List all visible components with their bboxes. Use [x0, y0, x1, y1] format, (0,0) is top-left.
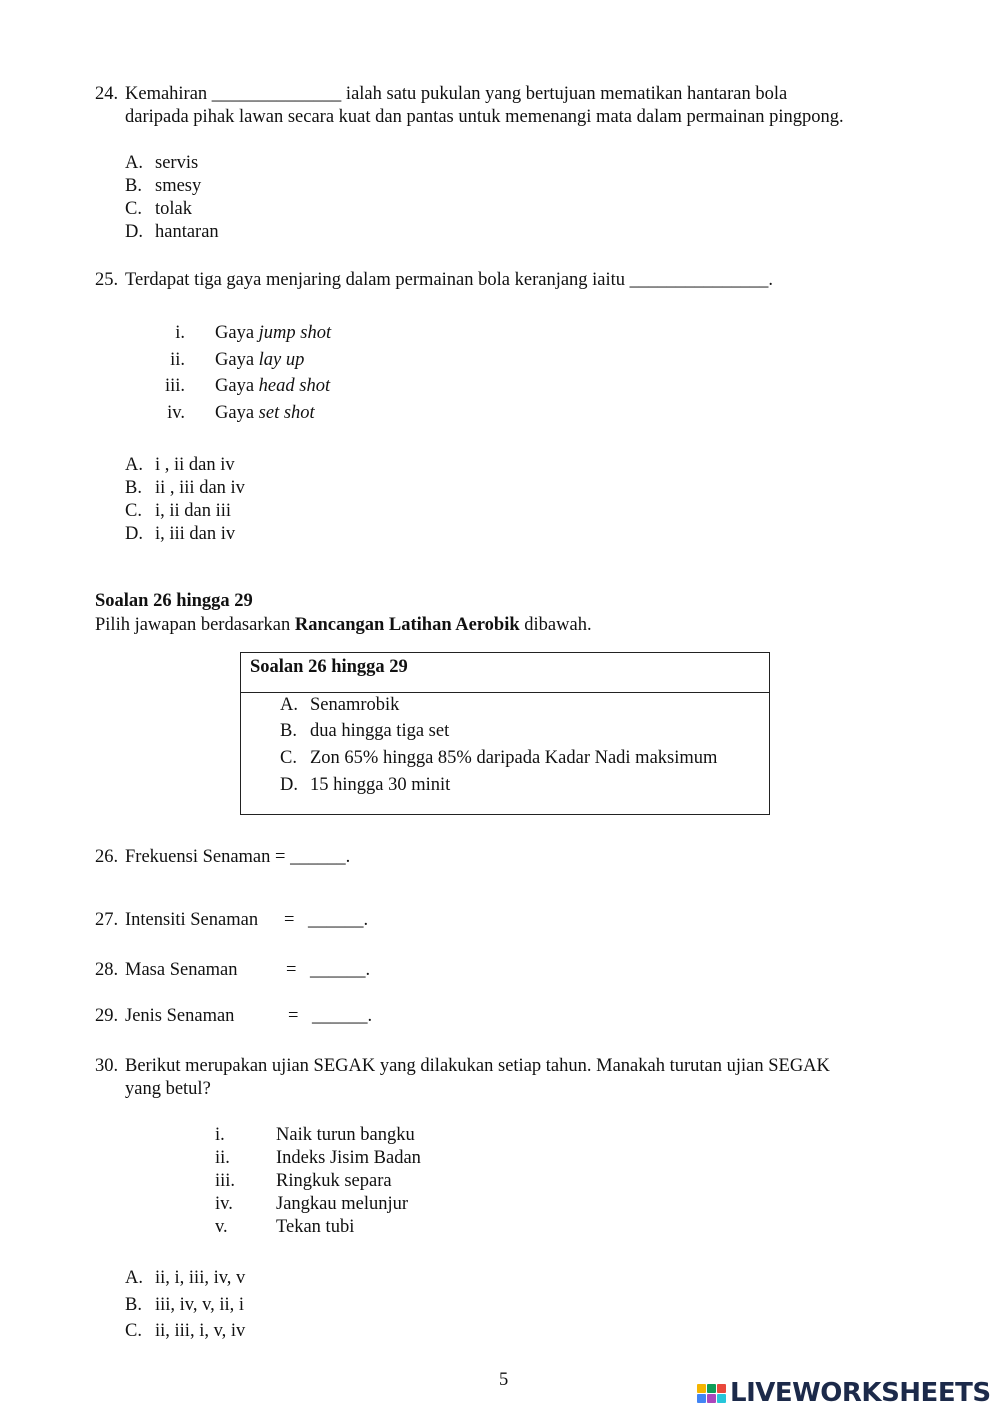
box-option-b — [280, 720, 449, 742]
equals-sign: = — [286, 960, 297, 980]
item-numeral: i. — [215, 1125, 225, 1145]
item-numeral: ii. — [170, 350, 185, 370]
item-text: Naik turun bangku — [276, 1125, 415, 1145]
item-term: set shot — [258, 403, 315, 423]
option-text: ii, i, iii, iv, v — [155, 1268, 246, 1288]
q24-option-b[interactable] — [125, 175, 201, 197]
option-letter: C. — [125, 501, 142, 521]
liveworksheets-logo — [697, 1378, 991, 1408]
q25-option-b[interactable] — [125, 477, 245, 499]
q24-text-line1: Kemahiran ______________ ialah satu pukulan yang bertujuan mematikan hantaran bola — [125, 84, 788, 104]
option-letter: A. — [125, 455, 143, 475]
option-text: tolak — [155, 199, 192, 219]
logo-icon — [697, 1384, 726, 1403]
item-text: Jangkau melunjur — [276, 1194, 409, 1214]
item-numeral: v. — [215, 1217, 228, 1237]
q30-item-iii — [215, 1170, 392, 1192]
option-text: smesy — [155, 176, 202, 196]
q30-item-ii — [215, 1147, 421, 1169]
question-number: 28. — [95, 960, 119, 980]
item-prefix: Gaya — [215, 350, 255, 370]
item-term: head shot — [258, 376, 331, 396]
section-intro — [95, 614, 592, 636]
logo-tile — [717, 1384, 726, 1393]
box-option-a — [280, 694, 399, 716]
option-letter: B. — [280, 721, 297, 741]
q30-item-v — [215, 1216, 354, 1238]
q24-number: 24. — [95, 84, 119, 104]
option-text: iii, iv, v, ii, i — [155, 1295, 245, 1315]
item-numeral: i. — [175, 323, 185, 343]
option-letter: A. — [280, 695, 298, 715]
question-number: 27. — [95, 910, 119, 930]
option-letter: A. — [125, 1268, 143, 1288]
option-text: Senamrobik — [310, 695, 400, 715]
question-number: 29. — [95, 1006, 119, 1026]
option-letter: D. — [125, 524, 143, 544]
option-letter: B. — [125, 176, 142, 196]
equals-sign: = — [284, 910, 295, 930]
item-prefix: Gaya — [215, 323, 255, 343]
item-numeral: ii. — [215, 1148, 230, 1168]
q25-item-iii — [155, 375, 330, 397]
q30-option-a[interactable] — [125, 1267, 245, 1289]
item-term: lay up — [258, 350, 305, 370]
intro-text-end: dibawah. — [519, 615, 592, 635]
q24-option-c[interactable] — [125, 198, 192, 220]
equals-sign: = — [275, 847, 286, 867]
question-label: Frekuensi Senaman — [125, 847, 271, 867]
q26 — [95, 846, 350, 868]
item-numeral: iv. — [167, 403, 185, 423]
answer-blank[interactable]: ______. — [310, 960, 371, 980]
q30-number: 30. — [95, 1056, 119, 1076]
q25-item-ii — [155, 349, 304, 371]
option-text: Zon 65% hingga 85% daripada Kadar Nadi maksimum — [310, 748, 718, 768]
logo-tile — [697, 1384, 706, 1393]
option-text: ii, iii, i, v, iv — [155, 1321, 246, 1341]
q29 — [95, 1005, 372, 1027]
option-letter: B. — [125, 1295, 142, 1315]
option-letter: C. — [125, 1321, 142, 1341]
answer-box-title: Soalan 26 hingga 29 — [250, 657, 408, 677]
item-numeral: iv. — [215, 1194, 233, 1214]
question-label: Jenis Senaman — [125, 1006, 235, 1026]
q30-text-line1: Berikut merupakan ujian SEGAK yang dilakukan setiap tahun. Manakah turutan ujian SEGAK — [125, 1056, 830, 1076]
option-text: servis — [155, 153, 199, 173]
section-heading: Soalan 26 hingga 29 — [95, 591, 253, 611]
answer-box-divider — [241, 692, 769, 693]
item-numeral: iii. — [164, 376, 185, 396]
q25-text: Terdapat tiga gaya menjaring dalam permainan bola keranjang iaitu _______________. — [125, 270, 774, 290]
box-option-c — [280, 747, 717, 769]
q28 — [95, 959, 370, 981]
q25-item-i — [155, 322, 331, 344]
q30-text-line2: yang betul? — [125, 1079, 211, 1099]
logo-tile — [717, 1394, 726, 1403]
answer-blank[interactable]: ______. — [290, 847, 351, 867]
option-text: dua hingga tiga set — [310, 721, 450, 741]
option-text: ii , iii dan iv — [155, 478, 245, 498]
q25-option-d[interactable] — [125, 523, 235, 545]
q27 — [95, 909, 368, 931]
option-text: i, iii dan iv — [155, 524, 236, 544]
option-text: 15 hingga 30 minit — [310, 775, 451, 795]
item-prefix: Gaya — [215, 403, 255, 423]
logo-wordmark: LIVEWORKSHEETS — [730, 1378, 991, 1408]
question-number: 26. — [95, 847, 119, 867]
item-numeral: iii. — [215, 1171, 236, 1191]
answer-box — [240, 652, 770, 815]
logo-tile — [707, 1394, 716, 1403]
q30-option-b[interactable] — [125, 1294, 244, 1316]
question-label: Intensiti Senaman — [125, 910, 259, 930]
option-text: i, ii dan iii — [155, 501, 232, 521]
intro-text: Pilih jawapan berdasarkan — [95, 615, 295, 635]
option-letter: D. — [125, 222, 143, 242]
item-text: Ringkuk separa — [276, 1171, 392, 1191]
item-prefix: Gaya — [215, 376, 255, 396]
q25-number: 25. — [95, 270, 119, 290]
option-text: i , ii dan iv — [155, 455, 235, 475]
option-letter: D. — [280, 775, 298, 795]
logo-tile — [697, 1394, 706, 1403]
q30-item-iv — [215, 1193, 408, 1215]
option-letter: A. — [125, 153, 143, 173]
q25-option-c[interactable] — [125, 500, 231, 522]
logo-tile — [707, 1384, 716, 1393]
q25-item-iv — [155, 402, 315, 424]
q24-option-a[interactable] — [125, 152, 198, 174]
equals-sign: = — [288, 1006, 299, 1026]
page-number: 5 — [499, 1370, 509, 1390]
q30-item-i — [215, 1124, 415, 1146]
q24-option-d[interactable] — [125, 221, 219, 243]
box-option-d — [280, 774, 450, 796]
q24-text-line2: daripada pihak lawan secara kuat dan pantas untuk memenangi mata dalam permainan pingpong. — [125, 107, 844, 127]
item-text: Tekan tubi — [276, 1217, 355, 1237]
option-letter: C. — [280, 748, 297, 768]
item-term: jump shot — [258, 323, 332, 343]
q25-option-a[interactable] — [125, 454, 235, 476]
question-label: Masa Senaman — [125, 960, 238, 980]
answer-blank[interactable]: ______. — [308, 910, 369, 930]
answer-blank[interactable]: ______. — [312, 1006, 373, 1026]
option-text: hantaran — [155, 222, 219, 242]
item-text: Indeks Jisim Badan — [276, 1148, 421, 1168]
option-letter: B. — [125, 478, 142, 498]
intro-bold-text: Rancangan Latihan Aerobik — [294, 615, 520, 635]
option-letter: C. — [125, 199, 142, 219]
q30-option-c[interactable] — [125, 1320, 245, 1342]
